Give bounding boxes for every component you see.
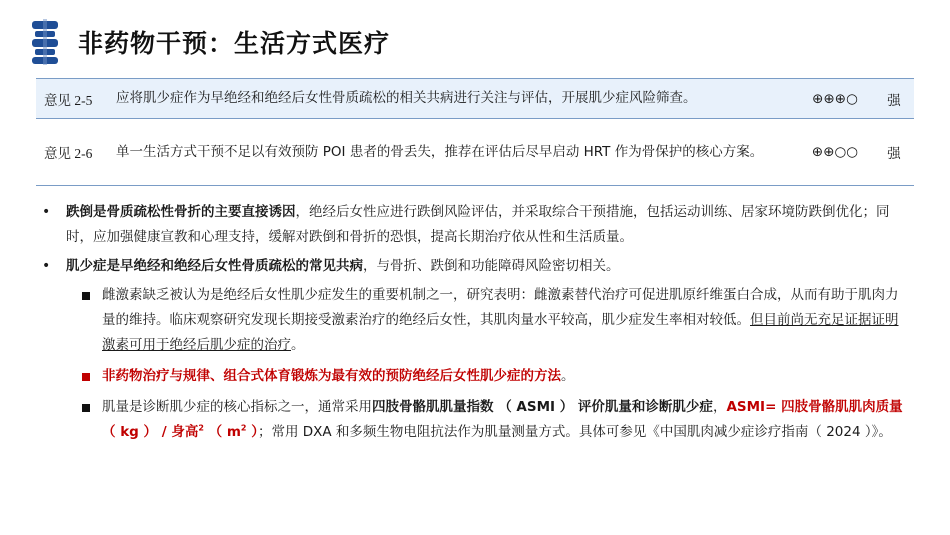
sub-list-item [40, 364, 910, 389]
page-title: 非药物干预：生活方式医疗 [78, 29, 391, 58]
formula-text-2: （ m [203, 424, 241, 440]
bullet-icon: • [42, 258, 51, 274]
sub-list-item [40, 395, 910, 445]
bullet-text: ，与骨折、跌倒和功能障碍风险密切相关。 [363, 258, 620, 274]
bullet-text: ，绝经后女性应进行跌倒风险评估，并采取综合干预措施，包括运动训练、居家环境防跌倒优化；同时，应加强健康宣教和心理支持，缓解对跌倒和骨折的恐惧，提高长期治疗依从性和生活质量。 [66, 204, 890, 245]
sub-list-item [40, 283, 910, 358]
recommendation-text: 单一生活方式干预不足以有效预防 POI 患者的骨丢失，推荐在评估后尽早启动 HRT 作为骨保护的核心方案。 [114, 119, 796, 186]
recommendation-grade: 强 [874, 79, 914, 119]
recommendation-text: 应将肌少症作为早绝经和绝经后女性骨质疏松的相关共病进行关注与评估，开展肌少症风险筛查。 [114, 79, 796, 119]
formula-superscript: 2 [198, 423, 204, 433]
table-row [36, 79, 914, 119]
formula-text-3: ） [246, 424, 258, 440]
page-header [28, 18, 390, 66]
recommendation-grade: 强 [874, 119, 914, 186]
main-content [40, 200, 910, 448]
bullet-bold-text: 跌倒是骨质疏松性骨折的主要直接诱因 [66, 204, 296, 220]
sub-text: 雌激素缺乏被认为是绝经后女性肌少症发生的重要机制之一，研究表明：雌激素替代治疗可促进肌原纤维蛋白合成，从而有助于肌肉力量的维持。临床观察研究发现长期接受激素治疗的绝经后女性，其肌肉量水平较高，肌少症发生率相对较低。 [102, 287, 899, 328]
recommendation-id: 意见 2-5 [36, 79, 114, 119]
evidence-level: ⊕⊕○○ [796, 119, 874, 186]
list-item [40, 200, 910, 250]
sub-highlight-text: 非药物治疗与规律、组合式体育锻炼为最有效的预防绝经后女性肌少症的方法 [102, 368, 561, 384]
spine-icon [28, 19, 62, 65]
formula-text: ASMI= 四肢骨骼肌肌肉质量（ kg ） / 身高 [102, 399, 903, 440]
list-item [40, 254, 910, 279]
evidence-level: ⊕⊕⊕○ [796, 79, 874, 119]
formula-superscript-2: 2 [240, 423, 247, 433]
square-bullet-icon [82, 404, 90, 412]
bullet-icon: • [42, 204, 51, 220]
sub-text-end: 。 [291, 337, 305, 353]
bullet-bold-text: 肌少症是早绝经和绝经后女性骨质疏松的常见共病 [66, 258, 363, 274]
sub-text-end: 。 [561, 368, 575, 384]
sub-bold-text: 四肢骨骼肌肌量指数 （ ASMI ） 评价肌量和诊断肌少症 [372, 399, 713, 415]
table-row [36, 119, 914, 186]
square-bullet-icon [82, 373, 90, 381]
recommendation-id: 意见 2-6 [36, 119, 114, 186]
sub-underlined-text: 但目前尚无充足证据证明激素可用于绝经后肌少症的治疗 [102, 312, 899, 353]
square-bullet-icon [82, 292, 90, 300]
sub-text: 肌量是诊断肌少症的核心指标之一，通常采用 [102, 399, 372, 415]
recommendation-table [36, 78, 914, 186]
sub-comma: ， [712, 399, 727, 415]
sub-text-rest: ；常用 DXA 和多频生物电阻抗法作为肌量测量方式。具体可参见《中国肌肉减少症诊疗指南（ 2024 ）》。 [257, 424, 892, 440]
